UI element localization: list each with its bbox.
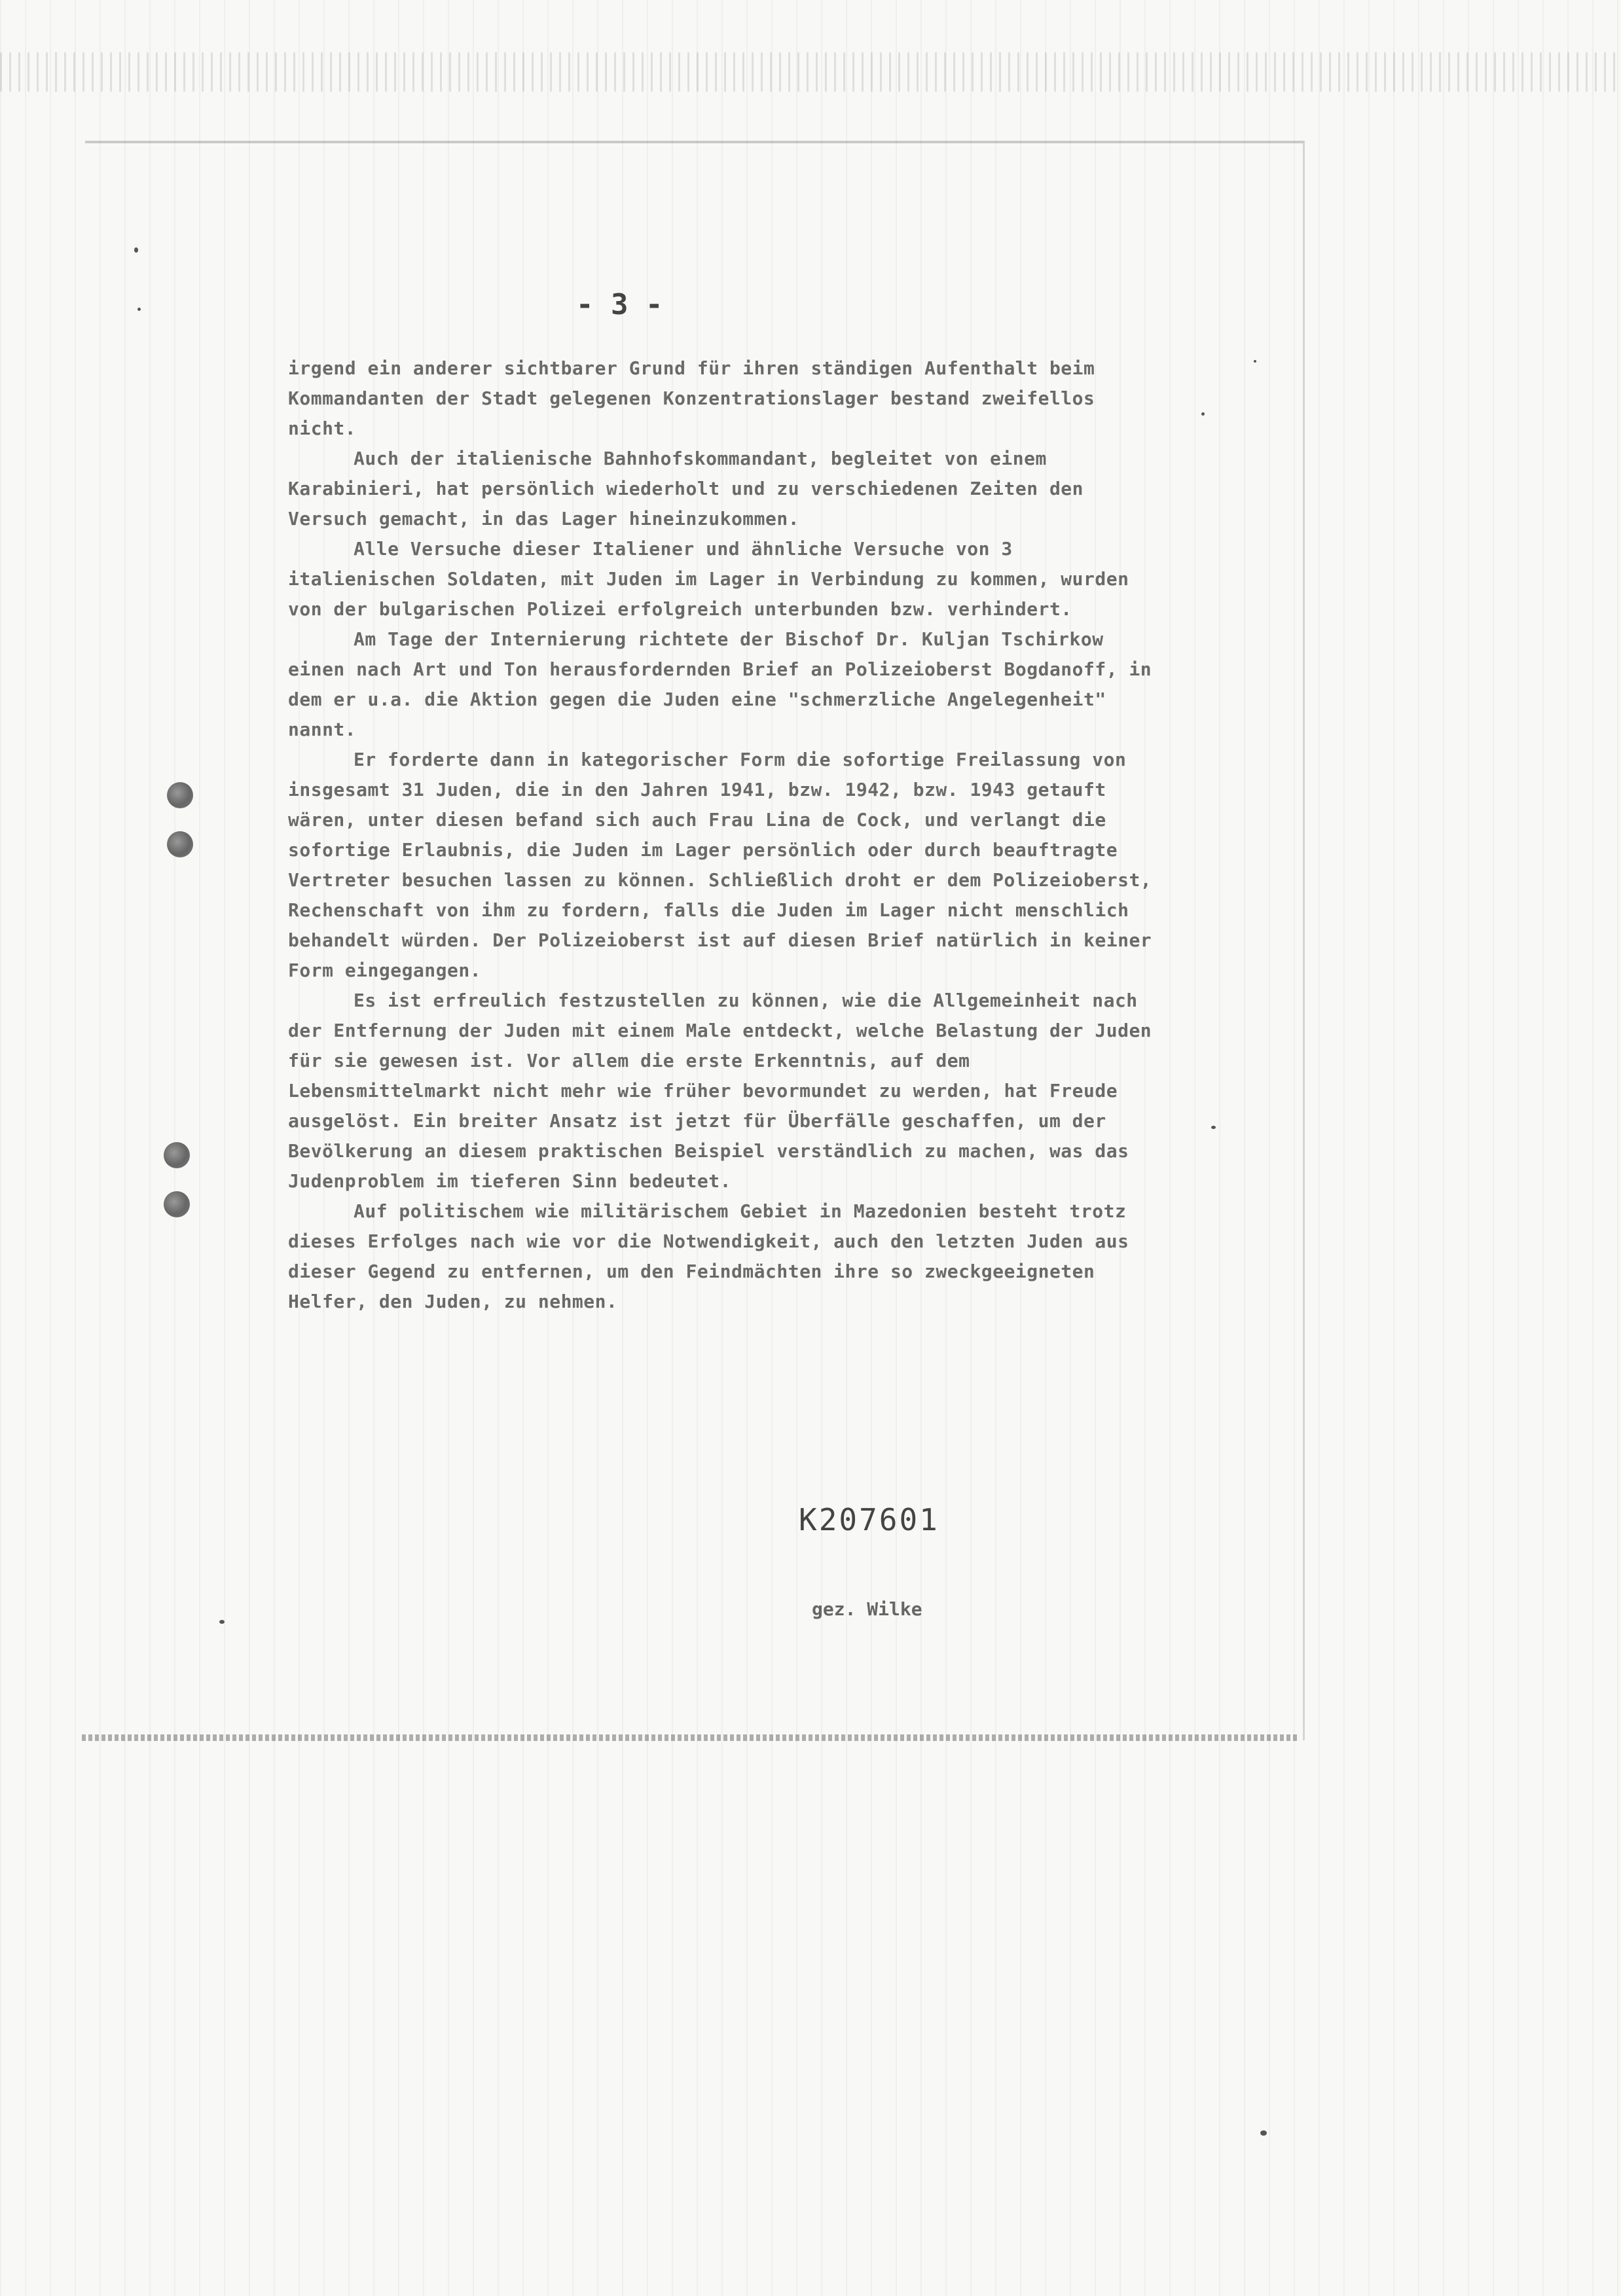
- punch-hole-icon: [164, 1142, 190, 1168]
- punch-hole-icon: [167, 831, 193, 857]
- punch-hole-icon: [164, 1191, 190, 1217]
- scan-noise-strip: [0, 52, 1621, 92]
- scan-speck: [1260, 2130, 1267, 2136]
- scan-speck: [134, 247, 138, 253]
- document-body: [288, 353, 1165, 1317]
- body-paragraph: Auf politischem wie militärischem Gebiet in Mazedonien besteht trotz dieses Erfolges nach wie vor die Notwendigkeit, auch den letzten Juden aus dieser Gegend zu entfernen, um den Feindmächten ihre so zweckgeeigneten Helfer, den Juden, zu nehmen.: [288, 1200, 1129, 1312]
- body-paragraph: Am Tage der Internierung richtete der Bischof Dr. Kuljan Tschirkow einen nach Art und Ton herausfordernden Brief an Polizeioberst Bogdanoff, in dem er u.a. die Aktion gegen die Juden eine "schmerzliche Angelegenheit" nannt.: [288, 628, 1152, 740]
- scan-speck: [1254, 360, 1256, 363]
- scan-speck: [1211, 1126, 1216, 1129]
- scan-speck: [219, 1620, 225, 1624]
- body-paragraph: Er forderte dann in kategorischer Form die sofortige Freilassung von insgesamt 31 Juden, die in den Jahren 1941, bzw. 1942, bzw. 1943 getauft wären, unter diesen befand sich auch Frau Lina de Cock, und verlangt die sofortige Erlaubnis, die Juden im Lager persönlich oder durch beauftragte Vertreter besuchen lassen zu können. Schließlich droht er dem Polizeioberst, Rechenschaft von ihm zu fordern, falls die Juden im Lager nicht menschlich behandelt würden. Der Polizeioberst ist auf diesen Brief natürlich in keiner Form eingegangen.: [288, 749, 1152, 981]
- body-paragraph: Es ist erfreulich festzustellen zu können, wie die Allgemeinheit nach der Entfernung der Juden mit einem Male entdeckt, welche Belastung der Juden für sie gewesen ist. Vor allem die erste Erkenntnis, auf dem Lebensmittelmarkt nicht mehr wie früher bevormundet zu werden, hat Freude ausgelöst. Ein breiter Ansatz ist jetzt für Überfälle geschaffen, um der Bevölkerung an diesem praktischen Beispiel verständlich zu machen, was das Judenproblem im tieferen Sinn bedeutet.: [288, 990, 1152, 1192]
- body-paragraph: irgend ein anderer sichtbarer Grund für ihren ständigen Aufenthalt beim Kommandanten der Stadt gelegenen Konzentrationslager bestand zweifellos nicht.: [288, 357, 1095, 439]
- body-paragraph: Alle Versuche dieser Italiener und ähnliche Versuche von 3 italienischen Soldaten, mit Juden im Lager in Verbindung zu kommen, wurden von der bulgarischen Polizei erfolgreich unterbunden bzw. verhindert.: [288, 538, 1129, 620]
- sheet-bottom-edge: [82, 1734, 1300, 1741]
- scan-speck: [137, 308, 141, 311]
- page-number: - 3 -: [576, 288, 663, 321]
- signature-line: gez. Wilke: [812, 1598, 922, 1620]
- body-paragraph: Auch der italienische Bahnhofskommandant, begleitet von einem Karabinieri, hat persönlich wiederholt und zu verschiedenen Zeiten den Versuch gemacht, in das Lager hineinzukommen.: [288, 448, 1084, 529]
- punch-hole-icon: [167, 782, 193, 808]
- document-code: K207601: [799, 1502, 939, 1537]
- scan-speck: [1201, 412, 1205, 416]
